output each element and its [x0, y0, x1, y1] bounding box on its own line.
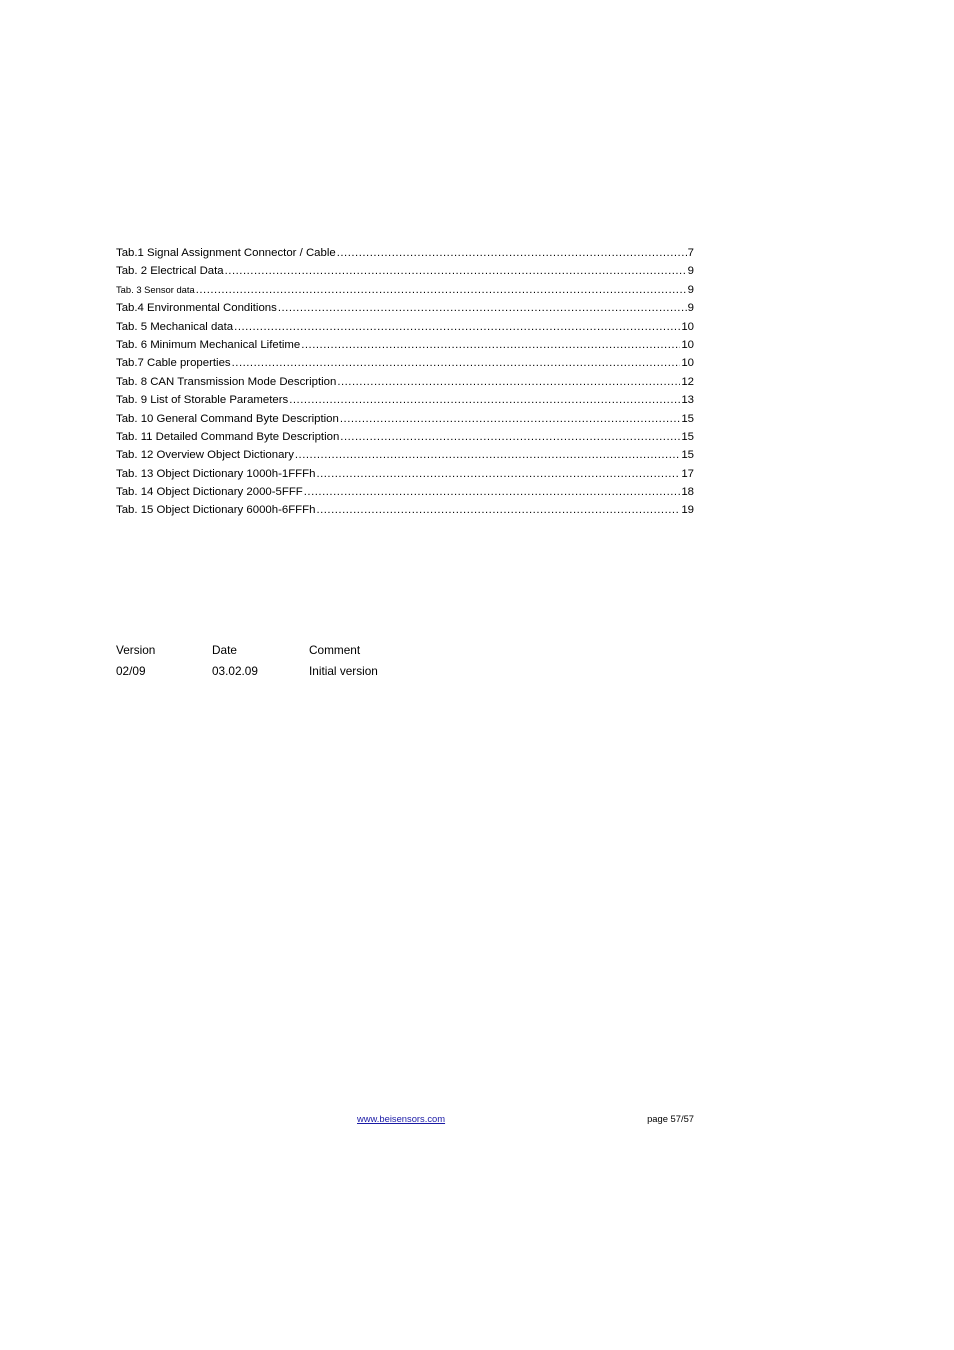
column-header-date: Date — [212, 643, 237, 657]
toc-entry-label: Tab. 3 Sensor data — [116, 283, 195, 295]
toc-entry[interactable] — [116, 446, 694, 464]
footer-website-link[interactable]: www.beisensors.com — [357, 1113, 446, 1124]
toc-entry-label: Tab. 8 CAN Transmission Mode Description — [116, 375, 337, 388]
toc-entry[interactable] — [116, 281, 694, 299]
revision-history-header — [116, 640, 509, 661]
toc-entry-label: Tab.4 Environmental Conditions — [116, 302, 277, 315]
column-header-comment: Comment — [309, 643, 361, 657]
toc-entry-label: Tab. 10 General Command Byte Description — [116, 412, 339, 425]
toc-entry[interactable] — [116, 262, 694, 280]
toc-entry-page: 18 — [681, 486, 694, 499]
toc-entry[interactable] — [116, 410, 694, 428]
toc-entry-page: 19 — [681, 504, 694, 517]
toc-entry-label: Tab. 9 List of Storable Parameters — [116, 394, 289, 407]
toc-entry-page: 15 — [681, 430, 694, 443]
toc-entry-label: Tab. 12 Overview Object Dictionary — [116, 449, 294, 462]
toc-dot-leader — [340, 410, 680, 428]
toc-dot-leader — [337, 244, 687, 262]
footer-page-number: page 57/57 — [647, 1113, 694, 1124]
toc-entry-page: 17 — [681, 467, 694, 480]
toc-entry-label: Tab. 5 Mechanical data — [116, 320, 234, 333]
toc-entry[interactable] — [116, 244, 694, 262]
toc-dot-leader — [340, 428, 680, 446]
toc-entry-page: 15 — [681, 449, 694, 462]
toc-dot-leader — [316, 501, 680, 519]
table-of-tables — [116, 244, 694, 520]
table-row — [116, 661, 509, 682]
toc-entry-page: 9 — [687, 283, 694, 296]
toc-entry-label: Tab. 14 Object Dictionary 2000-5FFF — [116, 486, 303, 499]
toc-dot-leader — [337, 373, 680, 391]
toc-entry-page: 15 — [681, 412, 694, 425]
toc-dot-leader — [278, 299, 687, 317]
toc-dot-leader — [234, 318, 680, 336]
toc-dot-leader — [295, 446, 680, 464]
toc-dot-leader — [289, 391, 680, 409]
toc-entry-page: 7 — [687, 247, 694, 259]
toc-entry-page: 9 — [687, 302, 694, 315]
toc-entry-page: 10 — [681, 338, 694, 351]
toc-dot-leader — [196, 281, 687, 299]
comment-cell: Initial version — [309, 664, 378, 678]
version-cell: 02/09 — [116, 664, 146, 678]
toc-entry-label: Tab. 11 Detailed Command Byte Description — [116, 430, 340, 443]
toc-entry[interactable] — [116, 501, 694, 519]
toc-entry-label: Tab.7 Cable properties — [116, 357, 231, 370]
toc-dot-leader — [304, 483, 681, 501]
toc-entry-label: Tab.1 Signal Assignment Connector / Cable — [116, 247, 336, 259]
toc-entry-page: 12 — [681, 375, 694, 388]
revision-history-table — [116, 640, 509, 682]
toc-entry-page: 13 — [681, 394, 694, 407]
toc-entry[interactable] — [116, 465, 694, 483]
toc-entry[interactable] — [116, 299, 694, 317]
toc-dot-leader — [301, 336, 680, 354]
toc-dot-leader — [232, 354, 681, 372]
toc-entry[interactable] — [116, 391, 694, 409]
toc-entry[interactable] — [116, 373, 694, 391]
toc-entry-label: Tab. 6 Minimum Mechanical Lifetime — [116, 338, 301, 351]
toc-entry-label: Tab. 13 Object Dictionary 1000h-1FFFh — [116, 467, 316, 480]
toc-entry-page: 9 — [687, 265, 694, 278]
toc-entry[interactable] — [116, 428, 694, 446]
toc-dot-leader — [316, 465, 680, 483]
toc-entry[interactable] — [116, 354, 694, 372]
column-header-version: Version — [116, 643, 156, 657]
toc-entry-label: Tab. 15 Object Dictionary 6000h-6FFFh — [116, 504, 316, 517]
toc-entry[interactable] — [116, 336, 694, 354]
toc-entry-page: 10 — [681, 320, 694, 333]
toc-dot-leader — [225, 262, 687, 280]
toc-entry-page: 10 — [681, 357, 694, 370]
toc-entry[interactable] — [116, 483, 694, 501]
date-cell: 03.02.09 — [212, 664, 258, 678]
toc-entry[interactable] — [116, 318, 694, 336]
toc-entry-label: Tab. 2 Electrical Data — [116, 265, 224, 278]
